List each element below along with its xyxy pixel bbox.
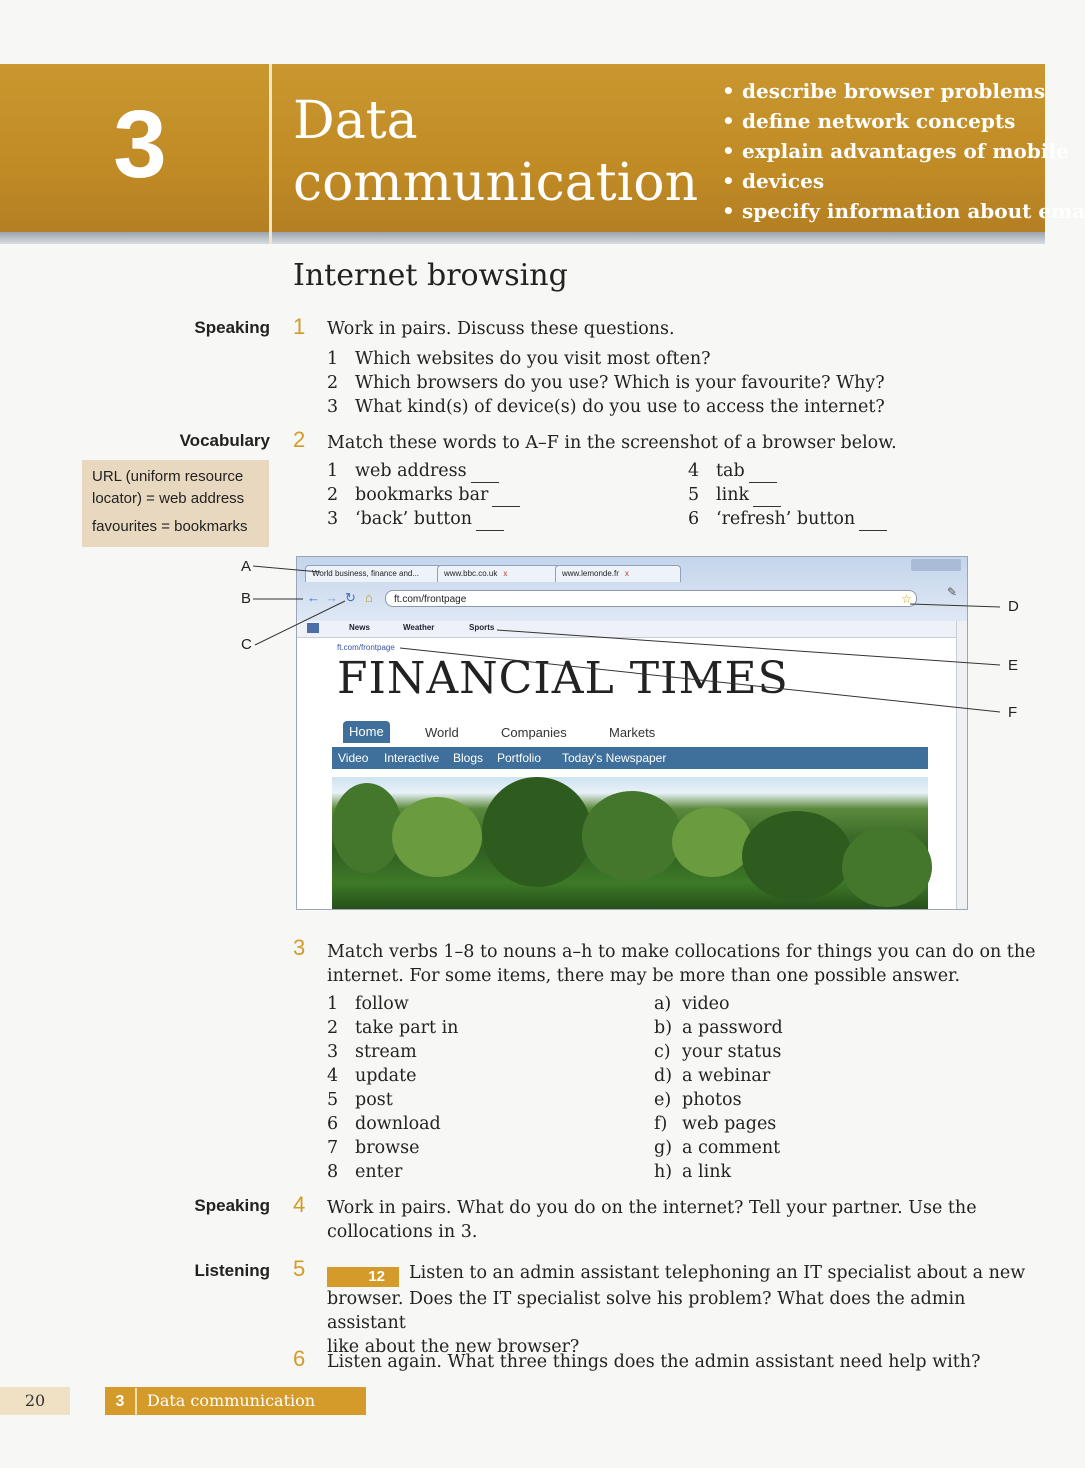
list-item bbox=[327, 1064, 458, 1088]
vocab-note: URL (uniform resource locator) = web address bbox=[92, 468, 245, 507]
objective-item-continued: • devices bbox=[720, 166, 1085, 196]
bookmark-item: News bbox=[349, 623, 370, 632]
banner-shadow bbox=[0, 232, 1045, 244]
item-letter: g) bbox=[654, 1138, 673, 1158]
instruction-line: Match verbs 1–8 to nouns a–h to make collocations for things you can do on the bbox=[327, 942, 1036, 962]
item-text: a password bbox=[682, 1018, 783, 1038]
vocabulary-note-box bbox=[82, 460, 269, 547]
item-text: web pages bbox=[682, 1114, 777, 1134]
item-letter: b) bbox=[654, 1018, 673, 1038]
exercise-instruction bbox=[327, 1196, 977, 1244]
list-item bbox=[654, 1064, 783, 1088]
item-number: 2 bbox=[327, 1018, 339, 1038]
list-item bbox=[327, 459, 520, 483]
list-item bbox=[327, 395, 885, 419]
item-number: 1 bbox=[327, 994, 339, 1014]
list-item bbox=[327, 992, 458, 1016]
label-listening: Listening bbox=[194, 1261, 270, 1280]
bookmark-item: Sports bbox=[469, 623, 495, 632]
back-arrow-icon: ← bbox=[307, 590, 320, 605]
item-text: a comment bbox=[682, 1138, 781, 1158]
page-number: 20 bbox=[0, 1387, 70, 1415]
item-number: 1 bbox=[327, 349, 339, 369]
callout-label: C bbox=[241, 636, 252, 653]
callout-label: F bbox=[1008, 704, 1018, 721]
link-url: ft.com/frontpage bbox=[337, 643, 395, 652]
exercise-instruction: Listen again. What three things does the admin assistant need help with? bbox=[327, 1352, 981, 1372]
item-text: your status bbox=[682, 1042, 782, 1062]
callout-label: E bbox=[1008, 657, 1019, 674]
tree-shape bbox=[742, 811, 852, 901]
item-text: update bbox=[355, 1066, 417, 1086]
item-letter: e) bbox=[654, 1090, 672, 1110]
list-item bbox=[327, 1160, 458, 1184]
item-text: follow bbox=[355, 994, 409, 1014]
item-letter: f) bbox=[654, 1114, 668, 1134]
list-item bbox=[327, 1040, 458, 1064]
item-number: 3 bbox=[327, 1042, 339, 1062]
callout-label: A bbox=[241, 558, 252, 575]
item-text: stream bbox=[355, 1042, 417, 1062]
item-number: 2 bbox=[327, 485, 339, 505]
list-item bbox=[327, 1016, 458, 1040]
item-text: ‘refresh’ button bbox=[716, 509, 856, 529]
objective-item: • define network concepts bbox=[720, 106, 1085, 136]
footer-unit-title: Data communication bbox=[147, 1391, 316, 1410]
tree-shape bbox=[392, 797, 482, 877]
item-text: enter bbox=[355, 1162, 403, 1182]
tree-shape bbox=[582, 791, 682, 881]
bookmarks-icon bbox=[307, 623, 319, 633]
tree-shape bbox=[842, 827, 932, 907]
list-item bbox=[654, 992, 783, 1016]
exercise-instruction: Match these words to A–F in the screenshot of a browser below. bbox=[327, 433, 897, 453]
item-text: tab bbox=[716, 461, 745, 481]
objective-item: • describe browser problems bbox=[720, 76, 1085, 106]
list-item bbox=[654, 1016, 783, 1040]
item-number: 8 bbox=[327, 1162, 339, 1182]
label-speaking: Speaking bbox=[194, 318, 270, 337]
item-text: a link bbox=[682, 1162, 732, 1182]
exercise-number: 3 bbox=[293, 935, 306, 960]
list-item bbox=[688, 507, 887, 531]
site-nav-home: Home bbox=[343, 721, 390, 743]
item-text: bookmarks bar bbox=[355, 485, 489, 505]
site-nav-item: Markets bbox=[609, 725, 656, 740]
item-text: download bbox=[355, 1114, 441, 1134]
answer-blank[interactable] bbox=[492, 483, 520, 507]
section-title: Internet browsing bbox=[293, 258, 568, 293]
site-title: FINANCIAL TIMES bbox=[337, 653, 789, 704]
item-text: ‘back’ button bbox=[355, 509, 473, 529]
tab-label: World business, finance and... bbox=[312, 569, 420, 578]
item-number: 6 bbox=[688, 509, 700, 529]
unit-objectives bbox=[720, 76, 1085, 226]
tab-label: www.lemonde.fr bbox=[562, 569, 619, 578]
item-number: 3 bbox=[327, 509, 339, 529]
verb-list bbox=[327, 992, 458, 1184]
address-text: ft.com/frontpage bbox=[394, 594, 467, 605]
item-letter: h) bbox=[654, 1162, 673, 1182]
exercise-number: 4 bbox=[293, 1192, 306, 1217]
objective-item: • specify information about ema bbox=[720, 196, 1085, 226]
wrench-icon: ✎ bbox=[947, 585, 958, 599]
list-item bbox=[327, 483, 520, 507]
close-icon: x bbox=[624, 569, 629, 578]
list-item bbox=[654, 1160, 783, 1184]
window-controls bbox=[911, 559, 961, 571]
refresh-icon: ↻ bbox=[345, 590, 356, 605]
item-letter: a) bbox=[654, 994, 672, 1014]
footer-unit-number: 3 bbox=[105, 1388, 137, 1416]
site-nav-item: World bbox=[425, 725, 459, 740]
item-number: 5 bbox=[327, 1090, 339, 1110]
star-icon: ☆ bbox=[901, 592, 912, 606]
item-text: Which websites do you visit most often? bbox=[355, 349, 711, 369]
exercise-number: 1 bbox=[293, 314, 306, 339]
list-item bbox=[654, 1112, 783, 1136]
banner-divider bbox=[269, 64, 272, 244]
instruction-line bbox=[327, 1261, 1045, 1287]
list-item bbox=[654, 1088, 783, 1112]
home-icon: ⌂ bbox=[365, 590, 373, 605]
tree-shape bbox=[332, 783, 402, 873]
exercise-number: 2 bbox=[293, 427, 306, 452]
label-speaking: Speaking bbox=[194, 1196, 270, 1215]
item-number: 2 bbox=[327, 373, 339, 393]
item-letter: d) bbox=[654, 1066, 673, 1086]
answer-blank[interactable] bbox=[753, 483, 781, 507]
instruction-line: browser. Does the IT specialist solve his problem? What does the admin assistant bbox=[327, 1289, 966, 1333]
instruction-text: Listen to an admin assistant telephoning an IT specialist about a new bbox=[409, 1263, 1026, 1283]
list-item bbox=[654, 1136, 783, 1160]
item-number: 4 bbox=[688, 461, 700, 481]
trees-photo bbox=[332, 777, 928, 909]
track-number: 12 bbox=[368, 1268, 385, 1285]
noun-list bbox=[654, 992, 783, 1184]
tree-shape bbox=[482, 777, 592, 887]
browser-tab bbox=[437, 565, 563, 582]
item-number: 5 bbox=[688, 485, 700, 505]
instruction-line: like about the new browser? bbox=[327, 1337, 580, 1357]
word-list-left bbox=[327, 459, 520, 531]
item-letter: c) bbox=[654, 1042, 671, 1062]
item-number: 4 bbox=[327, 1066, 339, 1086]
list-item bbox=[654, 1040, 783, 1064]
subnav-item: Today's Newspaper bbox=[562, 751, 667, 765]
question-list bbox=[327, 347, 885, 419]
footer-unit-bar bbox=[105, 1387, 366, 1415]
answer-blank[interactable] bbox=[749, 459, 777, 483]
item-text: browse bbox=[355, 1138, 420, 1158]
subnav-item: Video bbox=[338, 751, 369, 765]
scrollbar bbox=[956, 621, 967, 909]
bookmarks-bar bbox=[297, 621, 967, 638]
browser-tab bbox=[305, 565, 443, 582]
close-icon: x bbox=[503, 569, 508, 578]
item-text: What kind(s) of device(s) do you use to access the internet? bbox=[355, 397, 885, 417]
word-list-right bbox=[688, 459, 887, 531]
bookmark-item: Weather bbox=[403, 623, 435, 632]
exercise-instruction: Work in pairs. Discuss these questions. bbox=[327, 319, 675, 339]
tree-shape bbox=[672, 807, 752, 877]
list-item bbox=[327, 507, 520, 531]
item-number: 6 bbox=[327, 1114, 339, 1134]
exercise-instruction bbox=[327, 940, 1035, 988]
item-text: photos bbox=[682, 1090, 742, 1110]
vocab-note: favourites = bookmarks bbox=[92, 518, 248, 535]
list-item bbox=[688, 483, 887, 507]
callout-label: B bbox=[241, 590, 252, 607]
exercise-instruction bbox=[327, 1261, 1045, 1359]
tab-label: www.bbc.co.uk bbox=[444, 569, 498, 578]
list-item bbox=[327, 1088, 458, 1112]
item-text: take part in bbox=[355, 1018, 459, 1038]
item-text: link bbox=[716, 485, 750, 505]
item-text: Which browsers do you use? Which is your favourite? Why? bbox=[355, 373, 885, 393]
browser-screenshot bbox=[296, 556, 968, 910]
item-number: 1 bbox=[327, 461, 339, 481]
answer-blank[interactable] bbox=[859, 507, 887, 531]
callout-label: D bbox=[1008, 598, 1019, 615]
subnav-item: Portfolio bbox=[497, 751, 542, 765]
instruction-line: Work in pairs. What do you do on the internet? Tell your partner. Use the bbox=[327, 1198, 977, 1218]
instruction-line: internet. For some items, there may be more than one possible answer. bbox=[327, 966, 961, 986]
item-number: 7 bbox=[327, 1138, 339, 1158]
item-text: video bbox=[682, 994, 730, 1014]
exercise-number: 6 bbox=[293, 1346, 306, 1371]
browser-tab bbox=[555, 565, 681, 582]
answer-blank[interactable] bbox=[471, 459, 499, 483]
list-item bbox=[327, 1112, 458, 1136]
site-nav-item: Companies bbox=[501, 725, 567, 740]
list-item bbox=[327, 1136, 458, 1160]
item-number: 3 bbox=[327, 397, 339, 417]
item-text: web address bbox=[355, 461, 467, 481]
item-text: post bbox=[355, 1090, 393, 1110]
answer-blank[interactable] bbox=[476, 507, 504, 531]
audio-track-badge[interactable] bbox=[327, 1267, 399, 1287]
subnav-item: Blogs bbox=[453, 751, 484, 765]
subnav-item: Interactive bbox=[384, 751, 440, 765]
objective-item: • explain advantages of mobile bbox=[720, 136, 1085, 166]
list-item bbox=[327, 347, 885, 371]
instruction-line: collocations in 3. bbox=[327, 1222, 478, 1242]
forward-arrow-icon: → bbox=[325, 590, 338, 605]
unit-title-line2: communication bbox=[293, 153, 699, 213]
label-vocabulary: Vocabulary bbox=[179, 431, 270, 450]
site-subnav bbox=[332, 747, 928, 769]
unit-title-line1: Data bbox=[293, 91, 418, 151]
list-item bbox=[688, 459, 887, 483]
unit-title bbox=[293, 90, 698, 214]
address-bar bbox=[385, 590, 917, 607]
unit-number: 3 bbox=[113, 91, 167, 198]
exercise-number: 5 bbox=[293, 1256, 306, 1281]
item-text: a webinar bbox=[682, 1066, 771, 1086]
list-item bbox=[327, 371, 885, 395]
